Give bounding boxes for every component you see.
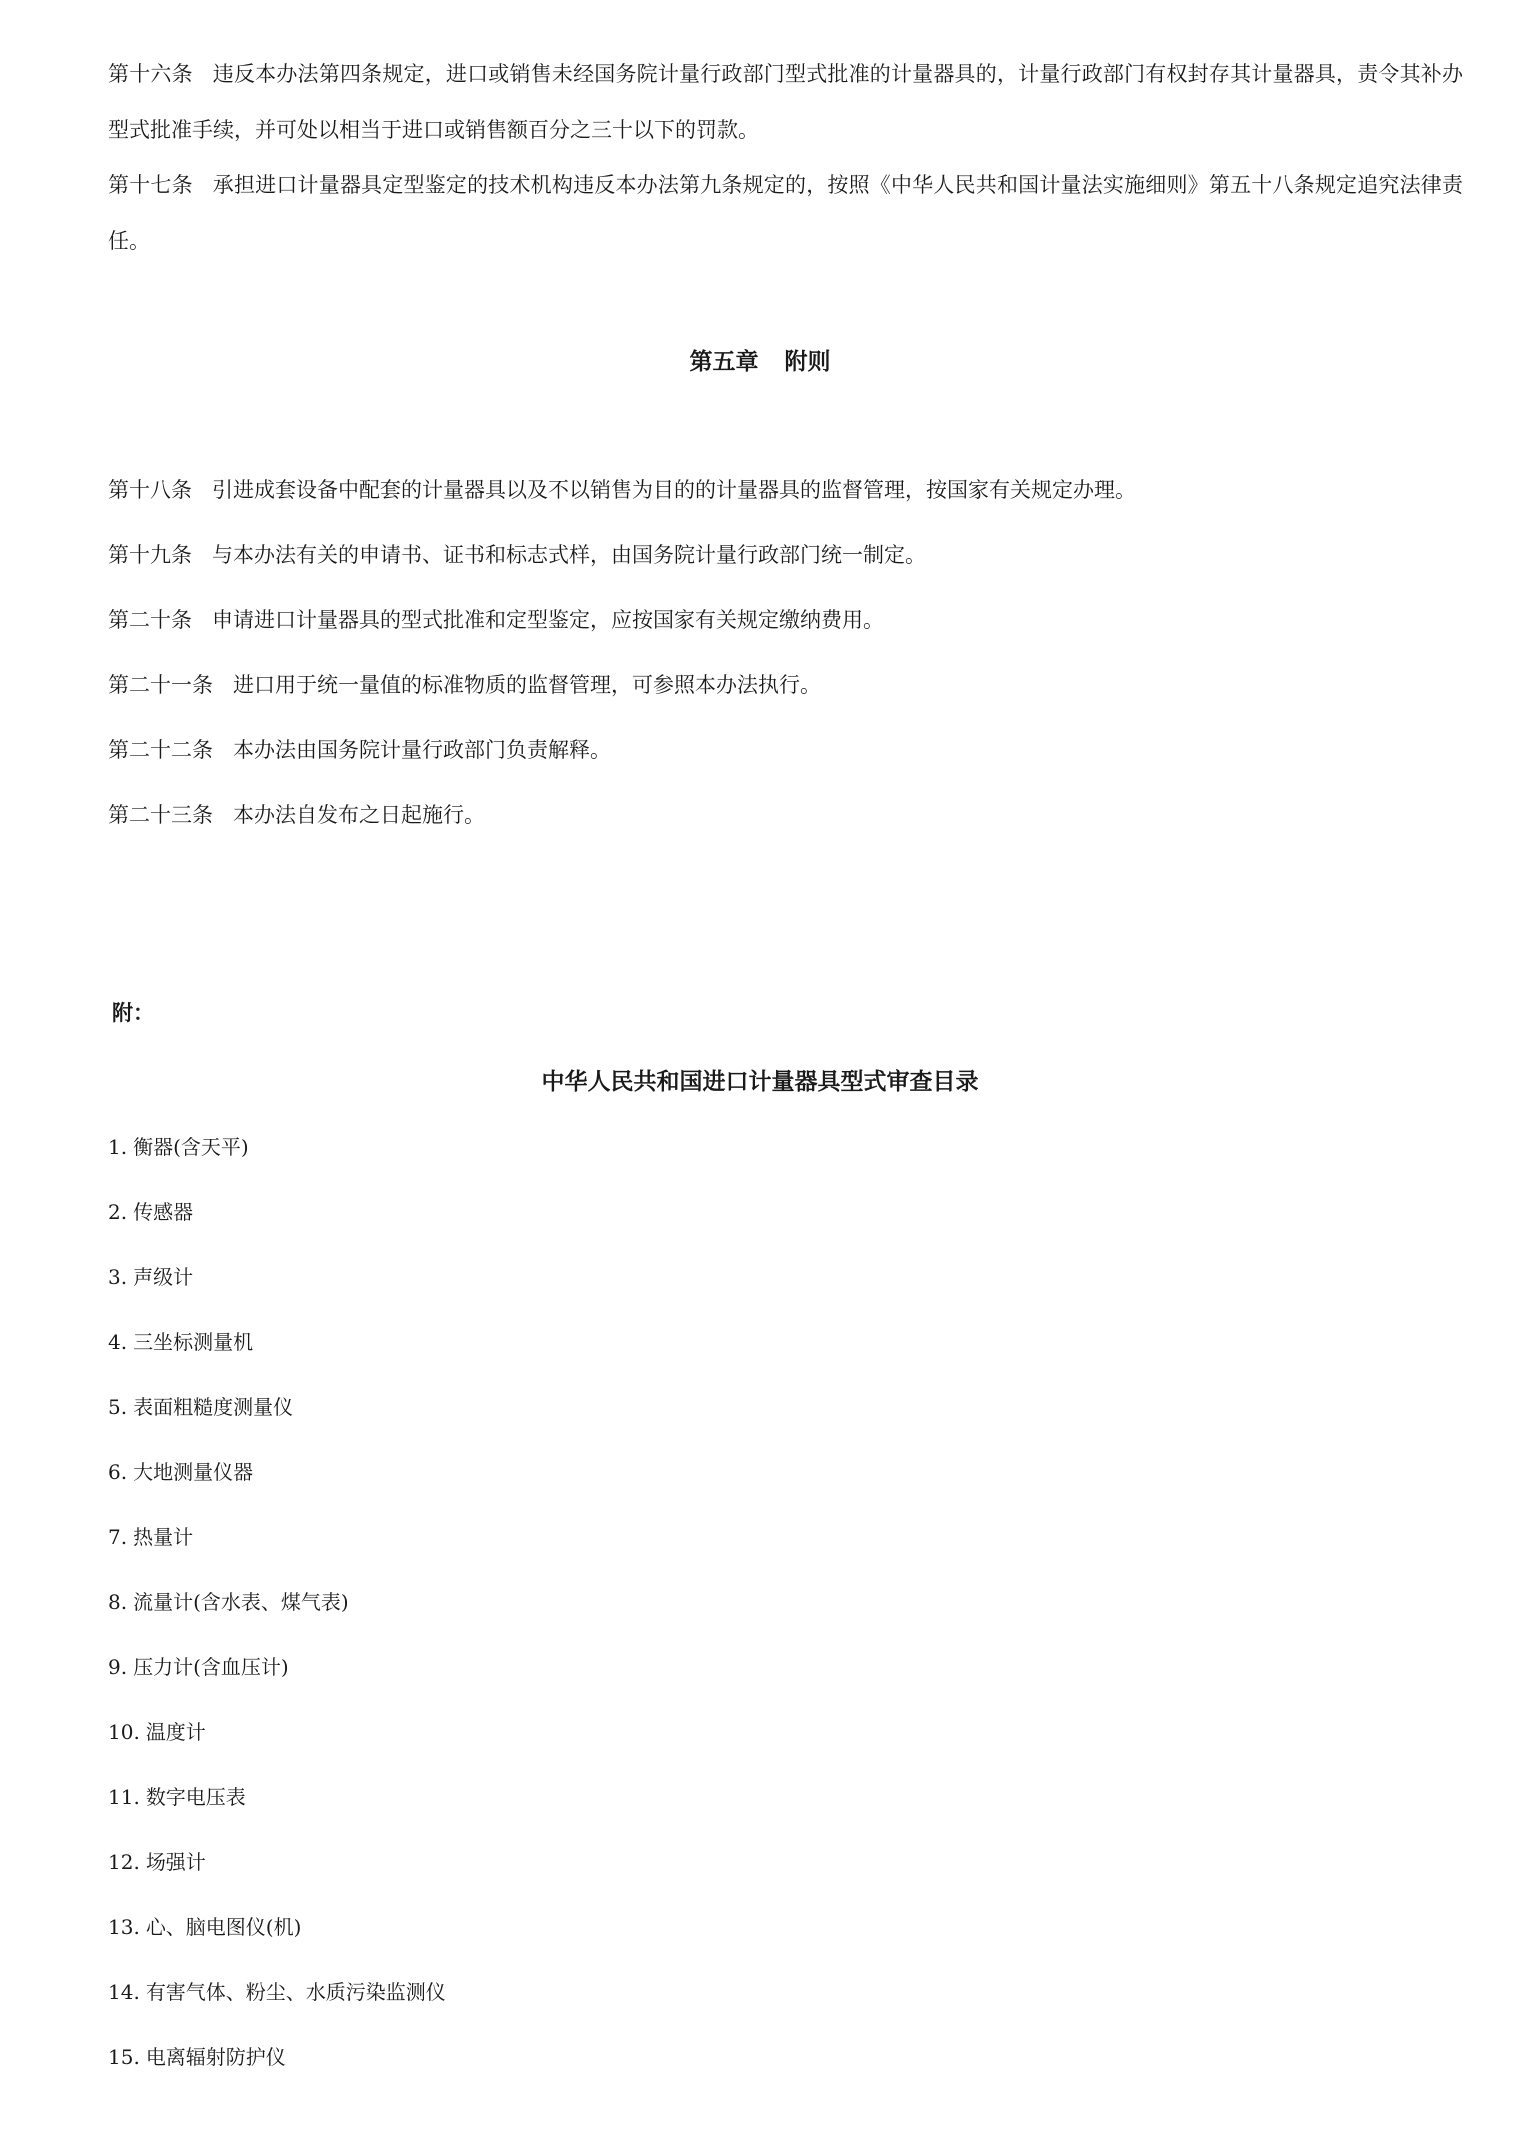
catalog-item	[108, 1131, 249, 1160]
catalog-item	[108, 1976, 446, 2005]
catalog-item-name: 传感器	[133, 1200, 194, 1224]
catalog-item-name: 压力计(含血压计)	[133, 1655, 289, 1679]
article-text: 引进成套设备中配套的计量器具以及不以销售为目的的计量器具的监督管理，按国家有关规定办理。	[212, 478, 1136, 502]
catalog-item	[108, 1651, 289, 1680]
catalog-item-name: 温度计	[145, 1720, 206, 1744]
catalog-item	[108, 1456, 253, 1485]
catalog-item-name: 数字电压表	[145, 1785, 246, 1809]
article-17	[108, 157, 1463, 269]
catalog-item-name: 流量计(含水表、煤气表)	[133, 1590, 349, 1614]
catalog-item-number: 15.	[108, 2045, 140, 2069]
chapter-number: 第五章	[689, 349, 759, 375]
article-text: 进口用于统一量值的标准物质的监督管理，可参照本办法执行。	[233, 673, 821, 697]
catalog-item	[108, 1326, 253, 1355]
article-23	[108, 787, 1463, 843]
article-label: 第十九条	[108, 543, 192, 567]
catalog-item	[108, 1261, 193, 1290]
catalog-item-number: 2.	[108, 1200, 128, 1224]
catalog-item	[108, 1391, 293, 1420]
catalog-item-name: 表面粗糙度测量仪	[133, 1395, 294, 1419]
article-text: 违反本办法第四条规定，进口或销售未经国务院计量行政部门型式批准的计量器具的，计量行政部门有权封存其计量器具，责令其补办型式批准手续，并可处以相当于进口或销售额百分之三十以下的罚款。	[108, 62, 1464, 142]
chapter-heading	[0, 343, 1520, 376]
article-label: 第十六条	[108, 62, 193, 86]
article-19	[108, 527, 1463, 583]
catalog-title: 中华人民共和国进口计量器具型式审查目录	[541, 1069, 979, 1095]
catalog-item-name: 热量计	[133, 1525, 194, 1549]
catalog-item-name: 有害气体、粉尘、水质污染监测仪	[145, 1980, 446, 2004]
catalog-item-number: 14.	[108, 1980, 140, 2004]
catalog-item-number: 1.	[108, 1135, 128, 1159]
article-18	[108, 462, 1463, 518]
catalog-item-number: 11.	[108, 1785, 140, 1809]
catalog-item-number: 12.	[108, 1850, 140, 1874]
article-label: 第十七条	[108, 173, 193, 197]
article-label: 第二十一条	[108, 673, 213, 697]
catalog-item	[108, 1196, 193, 1225]
article-text: 与本办法有关的申请书、证书和标志式样，由国务院计量行政部门统一制定。	[212, 543, 926, 567]
article-20	[108, 592, 1463, 648]
catalog-item-number: 6.	[108, 1460, 128, 1484]
catalog-item-name: 衡器(含天平)	[133, 1135, 249, 1159]
article-label: 第二十条	[108, 608, 192, 632]
article-text: 本办法由国务院计量行政部门负责解释。	[233, 738, 611, 762]
article-text: 本办法自发布之日起施行。	[233, 803, 485, 827]
catalog-item-number: 7.	[108, 1525, 128, 1549]
catalog-item-name: 场强计	[145, 1850, 206, 1874]
catalog-item-number: 8.	[108, 1590, 128, 1614]
article-text: 申请进口计量器具的型式批准和定型鉴定，应按国家有关规定缴纳费用。	[212, 608, 884, 632]
catalog-item-number: 9.	[108, 1655, 128, 1679]
catalog-item	[108, 1846, 206, 1875]
catalog-item-name: 电离辐射防护仪	[145, 2045, 286, 2069]
article-label: 第二十二条	[108, 738, 213, 762]
article-16	[108, 46, 1463, 158]
catalog-item-number: 4.	[108, 1330, 128, 1354]
catalog-item	[108, 1911, 301, 1940]
article-label: 第二十三条	[108, 803, 213, 827]
catalog-item-name: 心、脑电图仪(机)	[145, 1915, 302, 1939]
catalog-item	[108, 2041, 286, 2070]
article-text: 承担进口计量器具定型鉴定的技术机构违反本办法第九条规定的，按照《中华人民共和国计量法实施细则》第五十八条规定追究法律责任。	[108, 173, 1464, 253]
catalog-item	[108, 1586, 349, 1615]
catalog-item-name: 大地测量仪器	[133, 1460, 254, 1484]
catalog-item-number: 10.	[108, 1720, 140, 1744]
catalog-item-name: 声级计	[133, 1265, 194, 1289]
catalog-item-name: 三坐标测量机	[133, 1330, 254, 1354]
catalog-item	[108, 1716, 206, 1745]
article-21	[108, 657, 1463, 713]
article-22	[108, 722, 1463, 778]
chapter-title: 附则	[784, 349, 831, 375]
article-label: 第十八条	[108, 478, 192, 502]
catalog-item-number: 13.	[108, 1915, 140, 1939]
appendix-label: 附：	[112, 1001, 154, 1025]
catalog-item-number: 3.	[108, 1265, 128, 1289]
catalog-item	[108, 1781, 246, 1810]
catalog-item	[108, 1521, 193, 1550]
catalog-item-number: 5.	[108, 1395, 128, 1419]
